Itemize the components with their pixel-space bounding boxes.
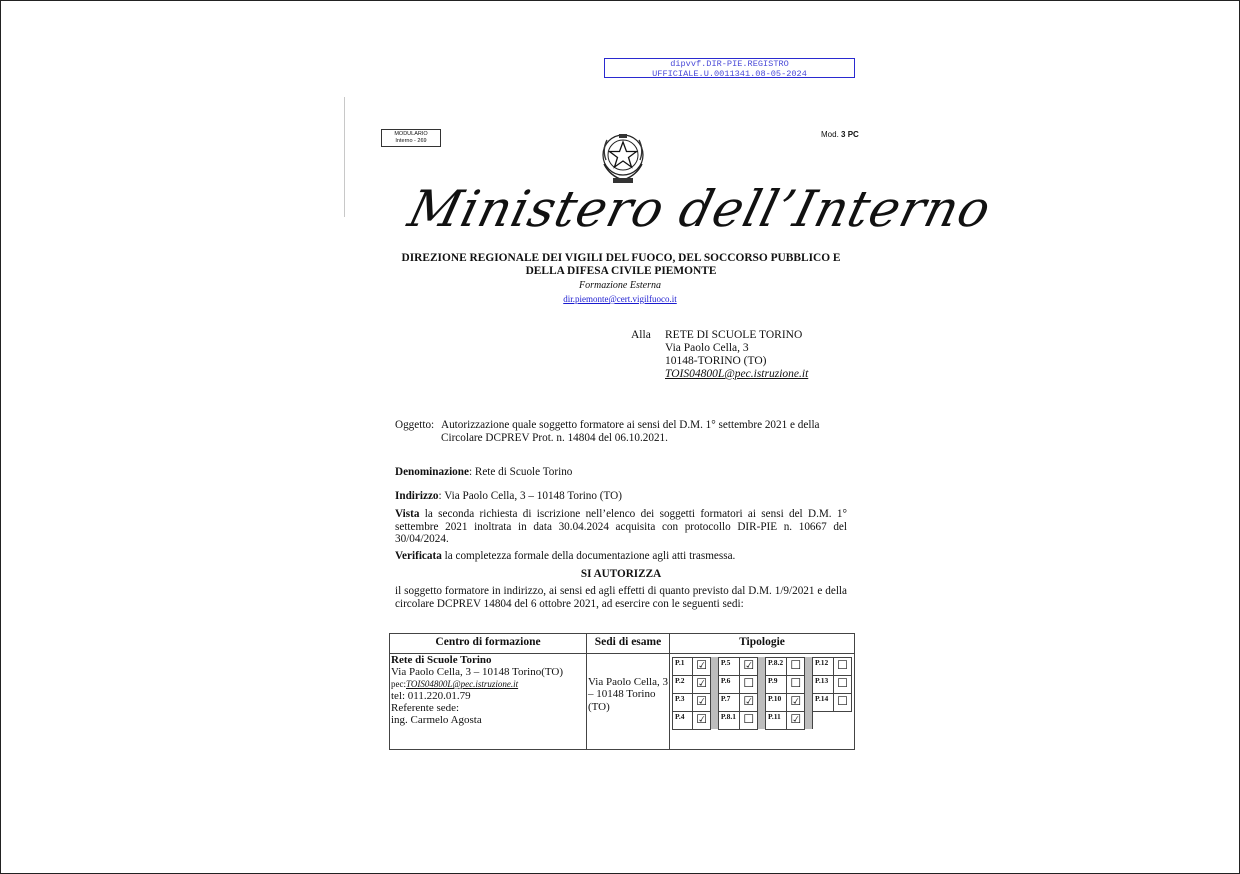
tipologia-code: P.5 (718, 657, 739, 675)
denominazione-line (395, 466, 847, 479)
column-separator (758, 657, 766, 675)
checked-box-icon[interactable]: ☑ (693, 675, 711, 693)
tipologia-code: P.8.1 (718, 711, 739, 729)
verificata-label: Verificata (395, 550, 442, 562)
indirizzo-label: Indirizzo (395, 490, 439, 502)
directorate-line-2: DELLA DIFESA CIVILE PIEMONTE (525, 265, 717, 277)
mod-label (821, 130, 859, 139)
subject-block (395, 419, 847, 445)
stamp-line-2: UFFICIALE.U.0011341.08-05-2024 (652, 69, 807, 79)
centro-cell (390, 653, 587, 749)
tipologia-code: P.2 (673, 675, 693, 693)
office-name: Formazione Esterna (579, 280, 661, 291)
directorate-title (395, 252, 847, 278)
column-separator (805, 657, 813, 675)
checked-box-icon[interactable]: ☑ (693, 711, 711, 729)
table-row (390, 653, 855, 749)
stamp-line-1: dipvvf.DIR-PIE.REGISTRO (670, 59, 789, 69)
directorate-line-1: DIREZIONE REGIONALE DEI VIGILI DEL FUOCO, DEL SOCCORSO PUBBLICO E (401, 252, 841, 264)
subject-line-2: Circolare DCPREV Prot. n. 14804 del 06.10.2021. (441, 432, 668, 444)
recipient-city: 10148-TORINO (TO) (665, 355, 767, 367)
empty-cell (813, 711, 834, 729)
mod-value: 3 PC (841, 130, 859, 139)
column-separator (711, 675, 719, 693)
tipologia-code: P.3 (673, 693, 693, 711)
tipologie-row (673, 711, 852, 729)
unchecked-box-icon[interactable]: ☐ (787, 657, 805, 675)
empty-cell (834, 711, 852, 729)
centro-tel: tel: 011.220.01.79 (391, 689, 471, 702)
unchecked-box-icon[interactable]: ☐ (834, 675, 852, 693)
tipologia-code: P.13 (813, 675, 834, 693)
unchecked-box-icon[interactable]: ☐ (834, 657, 852, 675)
tipologie-row (673, 675, 852, 693)
tipologie-cell (670, 653, 855, 749)
header-sedi: Sedi di esame (587, 634, 670, 654)
recipient-street: Via Paolo Cella, 3 (665, 342, 749, 354)
column-separator (711, 693, 719, 711)
indirizzo-line (395, 490, 847, 503)
recipient-pec-link[interactable]: TOIS04800L@pec.istruzione.it (665, 368, 809, 380)
modulario-box (381, 129, 441, 147)
centro-pec-link[interactable]: TOIS04800L@pec.istruzione.it (406, 678, 519, 689)
column-separator (805, 675, 813, 693)
denominazione-value: : Rete di Scuole Torino (468, 466, 573, 478)
centro-referente-label: Referente sede: (391, 701, 460, 714)
modulario-label: MODULARIO (394, 131, 428, 137)
modulario-number: Interno - 269 (395, 138, 427, 144)
header-centro: Centro di formazione (390, 634, 587, 654)
checked-box-icon[interactable]: ☑ (693, 693, 711, 711)
sedi-table (389, 633, 855, 750)
table-header-row (390, 634, 855, 654)
tipologie-grid (672, 657, 852, 730)
column-separator (805, 711, 813, 729)
tipologia-code: P.6 (718, 675, 739, 693)
tipologia-code: P.9 (765, 675, 786, 693)
ministry-title: Ministero dell’Interno (402, 180, 998, 238)
vista-text: la seconda richiesta di iscrizione nell’elenco dei soggetti formatori ai sensi del D.M. 1° settembre 2021 inoltrata in data 30.04.2024 acquisita con protocollo DIR-PIE n. 10667 del 30/04/2024. (395, 508, 847, 545)
centro-referente: ing. Carmelo Agosta (391, 713, 482, 726)
column-separator (711, 711, 719, 729)
mod-prefix: Mod. (821, 130, 839, 139)
unchecked-box-icon[interactable]: ☐ (834, 693, 852, 711)
protocol-stamp (604, 58, 855, 78)
tipologia-code: P.10 (765, 693, 786, 711)
tipologia-code: P.4 (673, 711, 693, 729)
recipient-address (665, 329, 808, 381)
scan-margin-line (344, 97, 345, 217)
unchecked-box-icon[interactable]: ☐ (740, 711, 758, 729)
centro-name: Rete di Scuole Torino (391, 653, 492, 666)
checked-box-icon[interactable]: ☑ (787, 711, 805, 729)
column-separator (758, 693, 766, 711)
verificata-text: la completezza formale della documentazione agli atti trasmessa. (441, 550, 736, 562)
checked-box-icon[interactable]: ☑ (693, 657, 711, 675)
checked-box-icon[interactable]: ☑ (740, 657, 758, 675)
sede-address: Via Paolo Cella, 3 – 10148 Torino (TO) (588, 675, 668, 713)
autorizza-paragraph: il soggetto formatore in indirizzo, ai sensi ed agli effetti di quanto previsto dal D.M. 1/9/2021 e della circolare DCPREV 14804 del 6 ottobre 2021, ad esercire con le seguenti sedi: (395, 585, 847, 610)
column-separator (805, 693, 813, 711)
tipologia-code: P.14 (813, 693, 834, 711)
subject-line-1: Autorizzazione quale soggetto formatore ai sensi del D.M. 1° settembre 2021 e della (441, 419, 820, 431)
recipient-name: RETE DI SCUOLE TORINO (665, 329, 803, 341)
centro-pec-prefix: pec: (391, 678, 406, 689)
verificata-paragraph (395, 550, 847, 563)
tipologie-row (673, 657, 852, 675)
tipologie-row (673, 693, 852, 711)
vista-label: Vista (395, 508, 420, 520)
unchecked-box-icon[interactable]: ☐ (740, 675, 758, 693)
subject-label: Oggetto: (395, 419, 435, 431)
tipologia-code: P.1 (673, 657, 693, 675)
centro-pec (391, 678, 585, 690)
header-tipologie: Tipologie (670, 634, 855, 654)
denominazione-label: Denominazione (395, 466, 469, 478)
tipologia-code: P.12 (813, 657, 834, 675)
header-email-link[interactable]: dir.piemonte@cert.vigilfuoco.it (563, 294, 677, 304)
checked-box-icon[interactable]: ☑ (740, 693, 758, 711)
column-separator (758, 675, 766, 693)
si-autorizza-heading: SI AUTORIZZA (580, 568, 662, 580)
column-separator (711, 657, 719, 675)
centro-address: Via Paolo Cella, 3 – 10148 Torino(TO) (391, 665, 564, 678)
column-separator (758, 711, 766, 729)
checked-box-icon[interactable]: ☑ (787, 693, 805, 711)
tipologia-code: P.11 (765, 711, 786, 729)
sede-cell (587, 653, 670, 749)
indirizzo-value: : Via Paolo Cella, 3 – 10148 Torino (TO) (438, 490, 622, 502)
vista-paragraph (395, 508, 847, 546)
tipologia-code: P.8.2 (765, 657, 786, 675)
unchecked-box-icon[interactable]: ☐ (787, 675, 805, 693)
tipologia-code: P.7 (718, 693, 739, 711)
recipient-prefix: Alla (631, 329, 651, 341)
